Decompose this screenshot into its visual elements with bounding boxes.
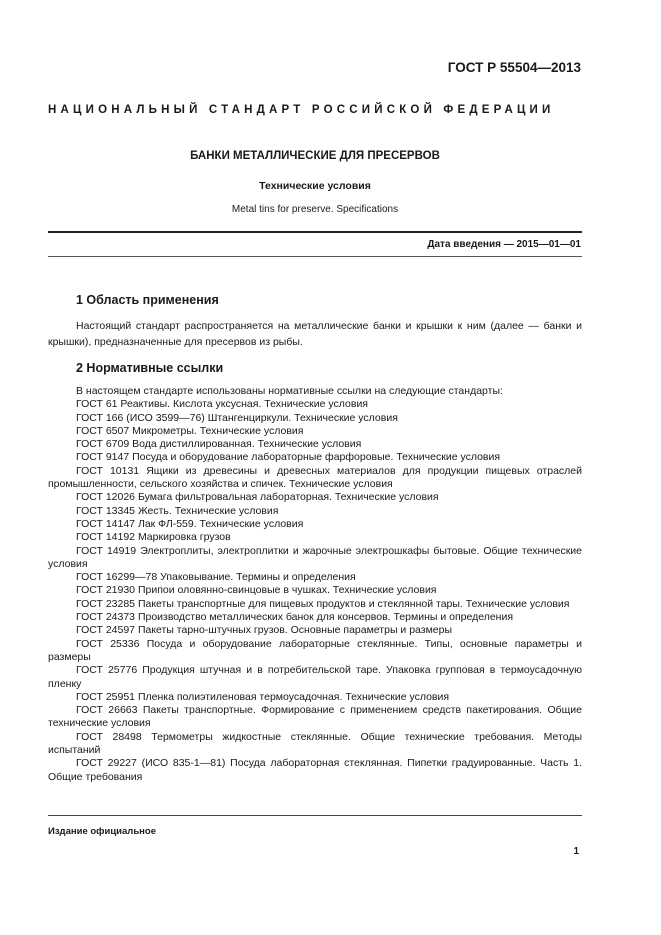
reference-item: ГОСТ 14147 Лак ФЛ-559. Технические условия [76,517,304,530]
reference-item: ГОСТ 61 Реактивы. Кислота уксусная. Технические условия [76,398,368,411]
section-1-text: Настоящий стандарт распространяется на металлические банки и крышки к ним (далее — банки и крышки), предназначенные для пресервов из рыбы. [48,320,582,348]
reference-item: ГОСТ 28498 Термометры жидкостные стеклянные. Общие технические требования. Методы испытаний [48,730,582,757]
reference-item: ГОСТ 23285 Пакеты транспортные для пищевых продуктов и стеклянной тары. Технические условия [76,597,570,610]
english-title: Metal tins for preserve. Specifications [231,204,399,215]
reference-item: В настоящем стандарте использованы нормативные ссылки на следующие стандарты: [76,385,503,397]
reference-item: ГОСТ 14192 Маркировка грузов [76,531,231,544]
reference-item: ГОСТ 13345 Жесть. Технические условия [76,504,279,517]
page-number: 1 [573,846,579,857]
section-2-heading: 2 Нормативные ссылки [76,361,224,375]
reference-item: ГОСТ 24597 Пакеты тарно-штучных грузов. Основные параметры и размеры [76,624,453,637]
section-1-heading: 1 Область применения [76,293,219,307]
reference-item: ГОСТ 26663 Пакеты транспортные. Формирование с применением средств пакетирования. Общие технические условия [48,704,582,730]
document-subtitle: Технические условия [259,180,371,192]
document-code: ГОСТ Р 55504—2013 [447,60,581,75]
reference-item: ГОСТ 10131 Ящики из древесины и древесных материалов для продукции пищевых отраслей промышленности, сельского хозяйства и спичек. Технические условия [48,464,582,491]
reference-item: ГОСТ 9147 Посуда и оборудование лабораторные фарфоровые. Технические условия [76,451,501,464]
footer-divider [48,815,582,816]
reference-item: ГОСТ 6507 Микрометры. Технические условия [76,424,304,437]
reference-item: ГОСТ 14919 Электроплиты, электроплитки и жарочные электрошкафы бытовые. Общие технические условия [48,544,582,570]
references-list [48,385,582,784]
reference-item: ГОСТ 24373 Производство металлических банок для консервов. Термины и определения [76,611,514,624]
national-standard-banner: НАЦИОНАЛЬНЫЙ СТАНДАРТ РОССИЙСКОЙ ФЕДЕРАЦИИ [48,104,555,116]
date-divider [48,256,582,257]
official-edition-label: Издание официальное [48,826,156,837]
document-title: БАНКИ МЕТАЛЛИЧЕСКИЕ ДЛЯ ПРЕСЕРВОВ [190,150,440,162]
reference-item: ГОСТ 21930 Припои оловянно-свинцовые в чушках. Технические условия [76,584,437,597]
title-divider [48,231,582,233]
reference-item: ГОСТ 6709 Вода дистиллированная. Технические условия [76,438,362,451]
reference-item: ГОСТ 25336 Посуда и оборудование лабораторные стеклянные. Типы, основные параметры и размеры [48,637,582,663]
introduction-date: Дата введения — 2015—01—01 [427,239,581,250]
reference-item: ГОСТ 16299—78 Упаковывание. Термины и определения [76,571,356,584]
reference-item: ГОСТ 25776 Продукция штучная и в потребительской таре. Упаковка групповая в термоусадочную пленку [48,664,582,690]
reference-item: ГОСТ 25951 Пленка полиэтиленовая термоусадочная. Технические условия [76,690,450,703]
reference-item: ГОСТ 29227 (ИСО 835-1—81) Посуда лабораторная стеклянная. Пипетки градуированные. Часть 1. Общие требования [48,757,582,783]
reference-item: ГОСТ 166 (ИСО 3599—76) Штангенциркули. Технические условия [76,411,398,424]
reference-item: ГОСТ 12026 Бумага фильтровальная лабораторная. Технические условия [76,491,439,504]
